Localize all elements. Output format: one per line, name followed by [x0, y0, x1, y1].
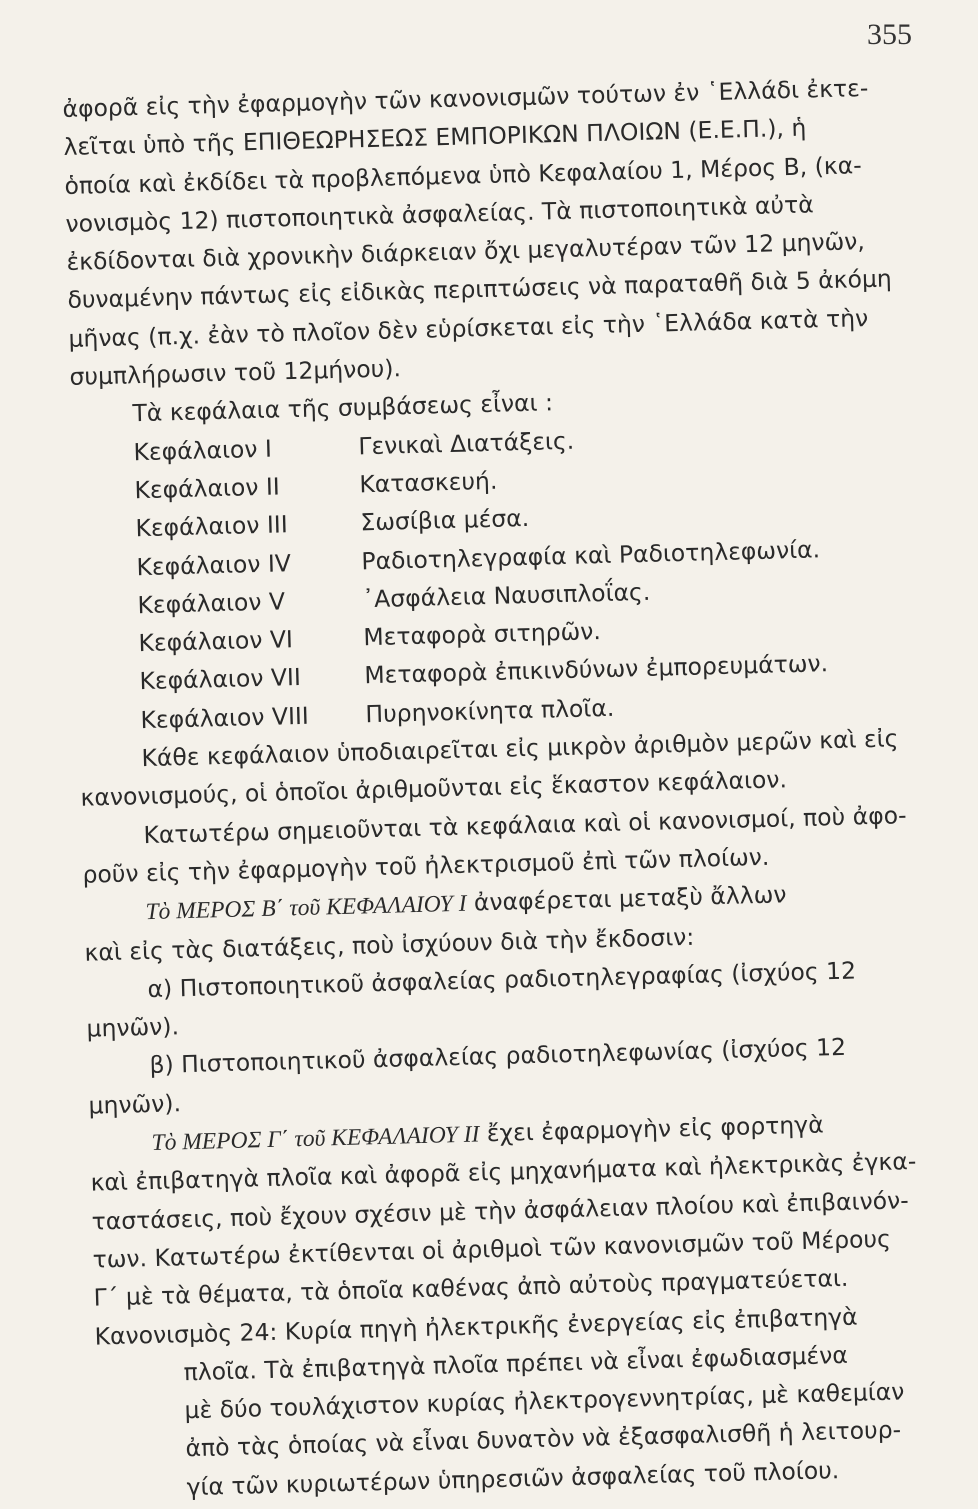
text-line: δυναμένην πάντως εἰς εἰδικὰς περιπτώσεις νὰ παραταθῆ διὰ 5 ἀκόμη: [67, 264, 893, 315]
text-line: ἐκδίδονται διὰ χρονικὴν διάρκειαν ὄχι μεγαλυτέραν τῶν 12 μηνῶν,: [66, 227, 866, 277]
text-line: νονισμὸς 12) πιστοποιητικὰ ἀσφαλείας. Τὰ πιστοποιητικὰ αὐτὰ: [65, 190, 815, 238]
text-line: γία τῶν κυριωτέρων ὑπηρεσιῶν ἀσφαλείας τοῦ πλοίου.: [186, 1455, 840, 1501]
part-text: ἀναφέρεται μεταξὺ ἄλλων: [466, 880, 787, 917]
chapter-title: Μεταφορὰ σιτηρῶν.: [363, 617, 602, 652]
text-line: καὶ εἰς τὰς διατάξεις, ποὺ ἰσχύουν διὰ τὴν ἔκδοσιν:: [84, 922, 695, 967]
text-line: Γ΄ μὲ τὰ θέματα, τὰ ὁποῖα καθένας ἀπὸ αὐτοὺς πραγματεύεται.: [93, 1264, 849, 1312]
text-line: μηνῶν).: [88, 1088, 182, 1120]
chapter-title: Κατασκευή.: [359, 466, 498, 499]
chapters-intro: Τὰ κεφάλαια τῆς συμβάσεως εἶναι :: [132, 388, 554, 428]
chapter-title: Σωσίβια μέσα.: [360, 504, 530, 537]
text-line: μῆνας (π.χ. ἐὰν τὸ πλοῖον δὲν εὑρίσκεται εἰς τὴν ῾Ελλάδα κατὰ τὴν: [68, 303, 869, 353]
text-line: ἀφορᾶ εἰς τὴν ἐφαρμογὴν τῶν κανονισμῶν τούτων ἐν ῾Ελλάδι ἐκτε-: [62, 73, 869, 123]
chapter-title: Γενικαὶ Διατάξεις.: [358, 426, 575, 461]
text-line: λεῖται ὑπὸ τῆς ΕΠΙΘΕΩΡΗΣΕΩΣ ΕΜΠΟΡΙΚΩΝ ΠΛΟΙΩΝ (Ε.Ε.Π.), ἡ: [63, 113, 807, 162]
chapter-label: Κεφάλαιον VII: [139, 663, 302, 696]
chapter-title: Πυρηνοκίνητα πλοῖα.: [365, 693, 615, 729]
part-text: ἔχει ἐφαρμογὴν εἰς φορτηγὰ: [478, 1110, 824, 1148]
part-title: Τὸ ΜΕΡΟΣ Β΄ τοῦ ΚΕΦΑΛΑΙΟΥ Ι: [145, 890, 467, 926]
chapter-label: Κεφάλαιον I: [133, 434, 273, 466]
chapter-label: Κεφάλαιον II: [134, 472, 281, 505]
chapter-title: ᾿Ασφάλεια Ναυσιπλοΐας.: [362, 577, 651, 614]
part-title: Τὸ ΜΕΡΟΣ Γ΄ τοῦ ΚΕΦΑΛΑΙΟΥ ΙΙ: [151, 1121, 480, 1157]
chapter-label: Κεφάλαιον VIII: [140, 701, 310, 734]
text-line: μὲ δύο τουλάχιστον κυρίας ἠλεκτρογεννητρίας, μὲ καθεμίαν: [184, 1377, 905, 1425]
text-line: ροῦν εἰς τὴν ἐφαρμογὴν τοῦ ἠλεκτρισμοῦ ἐπὶ τῶν πλοίων.: [82, 842, 770, 889]
text-line: ταστάσεις, ποὺ ἔχουν σχέσιν μὲ τὴν ἀσφάλειαν πλοίου καὶ ἐπιβαινόν-: [91, 1185, 909, 1236]
text-line: ὁποία καὶ ἐκδίδει τὰ προβλεπόμενα ὑπὸ Κεφαλαίου 1, Μέρος Β, (κα-: [64, 150, 862, 200]
chapter-label: Κεφάλαιον V: [137, 587, 286, 620]
chapter-label: Κεφάλαιον IV: [136, 548, 292, 581]
chapter-label: Κεφάλαιον VI: [138, 625, 294, 658]
page-text: [62, 67, 959, 1508]
text-line: πλοῖα. Τὰ ἐπιβατηγὰ πλοῖα πρέπει νὰ εἶναι ἐφωδιασμένα: [183, 1340, 849, 1387]
text-line: καὶ ἐπιβατηγὰ πλοῖα καὶ ἀφορᾶ εἰς μηχανήματα καὶ ἠλεκτρικὰς ἐγκα-: [90, 1147, 917, 1197]
list-item: α) Πιστοποιητικοῦ ἀσφαλείας ραδιοτηλεγραφίας (ἰσχύος 12: [147, 956, 857, 1003]
text-line: συμπλήρωσιν τοῦ 12μήνου).: [69, 354, 402, 391]
text-line: μηνῶν).: [86, 1012, 180, 1043]
text-line: Κάθε κεφάλαιον ὑποδιαιρεῖται εἰς μικρὸν ἀριθμὸν μερῶν καὶ εἰς: [141, 724, 899, 773]
text-line: κανονισμούς, οἱ ὁποῖοι ἀριθμοῦνται εἰς ἕκαστον κεφάλαιον.: [80, 765, 788, 813]
text-line: Κατωτέρω σημειοῦνται τὰ κεφάλαια καὶ οἱ κανονισμοί, ποὺ ἀφο-: [143, 800, 907, 849]
chapter-title: Μεταφορὰ ἐπικινδύνων ἐμπορευμάτων.: [364, 649, 829, 690]
text-line: των. Κατωτέρω ἐκτίθενται οἱ ἀριθμοὶ τῶν κανονισμῶν τοῦ Μέρους: [92, 1224, 892, 1274]
text-line: ἀπὸ τὰς ὁποίας νὰ εἶναι δυνατὸν νὰ ἐξασφαλισθῆ ἡ λειτουρ-: [185, 1415, 902, 1463]
chapter-title: Ραδιοτηλεγραφία καὶ Ραδιοτηλεφωνία.: [361, 534, 821, 575]
regulation-heading: Κανονισμὸς 24: Κυρία πηγὴ ἠλεκτρικῆς ἐνεργείας εἰς ἐπιβατηγὰ: [94, 1302, 858, 1351]
chapter-label: Κεφάλαιον III: [135, 510, 289, 543]
list-item: β) Πιστοποιητικοῦ ἀσφαλείας ραδιοτηλεφωνίας (ἰσχύος 12: [149, 1033, 847, 1080]
page-number: 355: [867, 18, 912, 51]
